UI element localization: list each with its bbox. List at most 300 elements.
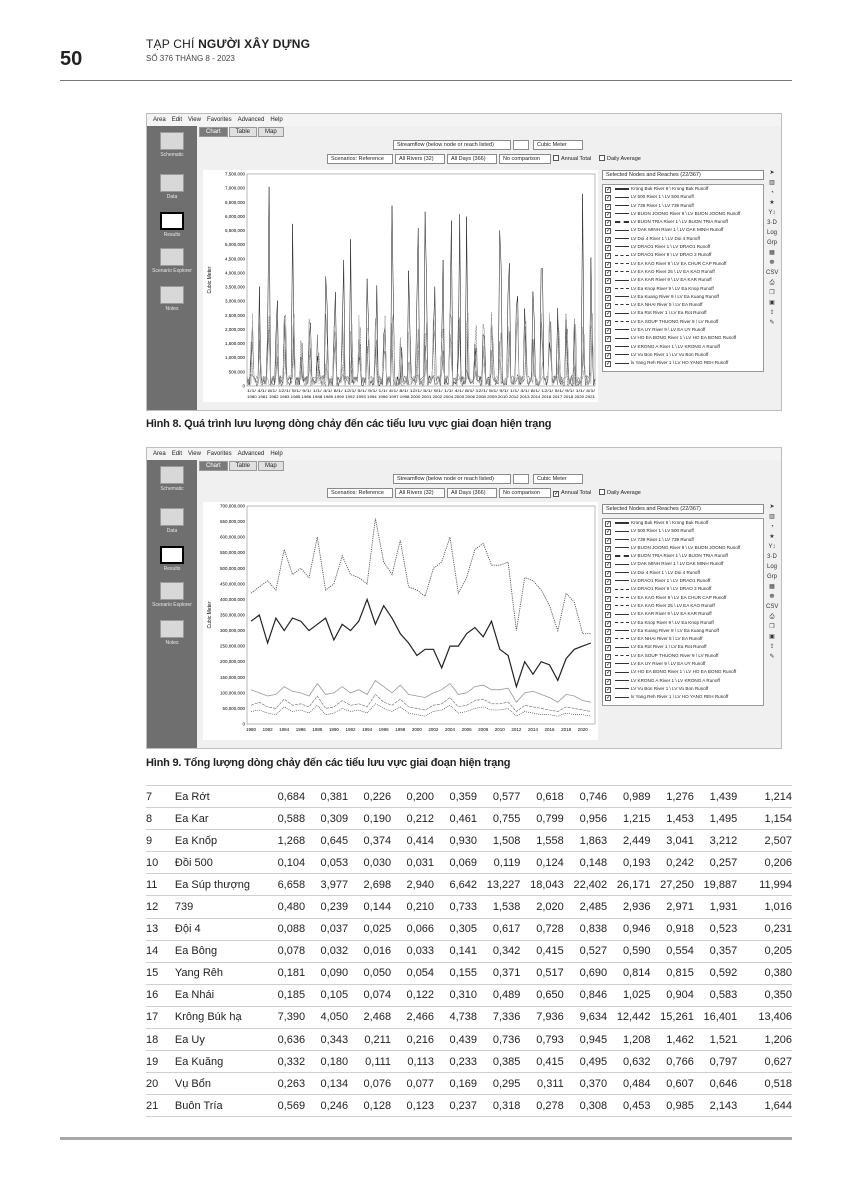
unit-select[interactable]: Cubic Meter (533, 140, 583, 150)
y-tick-label: 300,000,000 (219, 628, 245, 634)
value-cell: 0,645 (305, 830, 348, 852)
legend-checkbox[interactable] (605, 212, 611, 218)
3d-icon[interactable]: 3·D (767, 554, 777, 560)
value-cell: 0,076 (348, 1073, 391, 1095)
sidebar-item-notes[interactable] (151, 286, 193, 312)
basin-name: Đồi 500 (175, 852, 262, 874)
legend-checkbox[interactable] (605, 538, 611, 544)
value-cell: 0,632 (607, 1051, 650, 1073)
legend-item[interactable] (603, 627, 763, 635)
legend-label: LV Doi 4 River 1 \ LV Doi 4 Runoff (631, 235, 700, 241)
csv-icon[interactable]: CSV (766, 270, 779, 276)
scenario-select[interactable]: Scenarios: Reference (327, 154, 393, 164)
y-axis-label: Cubic Meter (207, 266, 213, 294)
legend-item[interactable] (603, 552, 763, 560)
value-cell: 2,485 (564, 896, 607, 918)
legend-checkbox[interactable] (605, 587, 611, 593)
row-number: 9 (146, 830, 175, 852)
wrench-icon[interactable]: ✎ (769, 320, 775, 326)
legend-swatch (615, 255, 629, 256)
legend-item[interactable] (603, 318, 763, 326)
legend-item[interactable] (603, 569, 763, 577)
legend-checkbox[interactable] (605, 529, 611, 535)
rivers-select[interactable]: All Rivers (32) (395, 488, 445, 498)
menu-item-advanced[interactable]: Advanced (237, 117, 265, 123)
variable-select[interactable]: Streamflow (below node or reach listed) (393, 474, 511, 484)
sidebar-item-schematic[interactable] (151, 132, 193, 158)
sidebar-item-notes[interactable] (151, 620, 193, 646)
legend-item[interactable] (603, 251, 763, 259)
legend-item[interactable] (603, 326, 763, 334)
zoom-icon[interactable]: ☸ (769, 594, 775, 600)
legend-item[interactable] (603, 185, 763, 193)
csv-icon[interactable]: CSV (766, 604, 779, 610)
x-tick-label: 1982 (262, 727, 273, 732)
legend-checkbox[interactable] (605, 571, 611, 577)
basin-name: Ea Rớt (175, 786, 262, 808)
value-cell: 0,074 (348, 984, 391, 1006)
legend-item[interactable] (603, 602, 763, 610)
legend-list-2 (602, 518, 764, 706)
comparison-select[interactable]: No comparison (499, 488, 551, 498)
legend-checkbox[interactable] (605, 204, 611, 210)
save-icon[interactable]: ▣ (769, 634, 775, 640)
sidebar-label: Results (163, 232, 181, 238)
legend-swatch (615, 531, 629, 532)
legend-label: LV Ea Knop River 9 \ LV Ea Knop Runoff (631, 285, 714, 291)
legend-label: LV Ea Knop River 9 \ LV Ea Knop Runoff (631, 619, 714, 625)
pie-icon[interactable]: ◔ (770, 524, 774, 530)
value-cell: 0,030 (348, 852, 391, 874)
subvariable-select[interactable] (513, 474, 529, 484)
pointer-icon[interactable]: ➤ (769, 504, 775, 510)
annual-total-toggle[interactable] (553, 488, 591, 498)
table-row (146, 1029, 792, 1051)
subvariable-select[interactable] (513, 140, 529, 150)
legend-checkbox[interactable] (605, 295, 611, 301)
row-number: 16 (146, 984, 175, 1006)
selected-nodes-select[interactable]: Selected Nodes and Reaches (22/367) (602, 504, 764, 514)
log-icon[interactable]: Log (766, 230, 777, 236)
legend-swatch (615, 555, 629, 557)
legend-item[interactable] (603, 643, 763, 651)
legend-label: LV EA KAO River 9 \ LV EA CHUR CAP Runoff (631, 594, 727, 600)
legend-label: LV Doi 4 River 1 \ LV Doi 4 Runoff (631, 569, 700, 575)
legend-checkbox[interactable] (605, 237, 611, 243)
y-tick-label: 150,000,000 (219, 674, 245, 680)
legend-checkbox[interactable] (605, 336, 611, 342)
sidebar-label: Results (163, 566, 181, 572)
star-icon[interactable]: ★ (769, 534, 775, 540)
value-cell: 0,226 (348, 786, 391, 808)
value-cell: 0,305 (434, 918, 477, 940)
legend-item[interactable] (603, 677, 763, 685)
legend-item[interactable] (603, 210, 763, 218)
legend-checkbox[interactable] (605, 554, 611, 560)
legend-checkbox[interactable] (605, 637, 611, 643)
tab-chart[interactable]: Chart (199, 461, 228, 471)
wrench-icon[interactable]: ✎ (769, 654, 775, 660)
selected-nodes-select[interactable]: Selected Nodes and Reaches (22/367) (602, 170, 764, 180)
legend-checkbox[interactable] (605, 670, 611, 676)
schematic-icon (160, 466, 184, 484)
legend-swatch (615, 188, 629, 190)
legend-swatch (615, 547, 629, 548)
yx-icon[interactable]: Y↕ (768, 210, 776, 216)
legend-checkbox[interactable] (605, 270, 611, 276)
plot-frame (247, 506, 595, 724)
legend-label: LV 500 River 1 \ LV 500 Runoff (631, 528, 694, 534)
legend-checkbox[interactable] (605, 579, 611, 585)
legend-item[interactable] (603, 577, 763, 585)
bar-chart-icon[interactable]: ▥ (769, 514, 775, 520)
value-cell: 0,766 (650, 1051, 693, 1073)
legend-item[interactable] (603, 276, 763, 284)
journal-prefix: TẠP CHÍ (146, 37, 199, 51)
legend-item[interactable] (603, 519, 763, 527)
print-icon[interactable]: ⎙ (769, 614, 775, 620)
figure9-caption: Hình 9. Tổng lượng dòng chảy đến các tiểu lưu vực giai đoạn hiện trạng (146, 757, 511, 769)
zoom-icon[interactable]: ☸ (769, 260, 775, 266)
export-icon[interactable]: ⇪ (769, 644, 775, 650)
tab-map[interactable]: Map (258, 461, 284, 471)
variable-select[interactable]: Streamflow (below node or reach listed) (393, 140, 511, 150)
row-number: 13 (146, 918, 175, 940)
legend-item[interactable] (603, 243, 763, 251)
row-number: 21 (146, 1095, 175, 1117)
menu-item-edit[interactable]: Edit (171, 117, 183, 123)
value-cell: 0,104 (262, 852, 305, 874)
sidebar-item-data[interactable] (151, 508, 193, 534)
value-cell: 0,374 (348, 830, 391, 852)
y-tick-label: 1,500,000 (224, 341, 245, 347)
legend-checkbox[interactable] (605, 353, 611, 359)
legend-item[interactable] (603, 660, 763, 668)
daily-average-toggle[interactable] (599, 488, 641, 498)
daily-average-checkbox[interactable] (599, 155, 605, 161)
value-cell: 0,181 (262, 962, 305, 984)
days-select[interactable]: All Days (366) (447, 154, 497, 164)
value-cell: 1,558 (520, 830, 563, 852)
table-row (146, 852, 792, 874)
star-icon[interactable]: ★ (769, 200, 775, 206)
value-cell: 19,887 (694, 874, 737, 896)
value-cell: 1,521 (694, 1029, 737, 1051)
annual-total-checkbox[interactable] (553, 155, 559, 161)
legend-checkbox[interactable] (605, 695, 611, 701)
value-cell: 0,148 (564, 852, 607, 874)
legend-checkbox[interactable] (605, 253, 611, 259)
legend-swatch (615, 221, 629, 223)
save-icon[interactable]: ▣ (769, 300, 775, 306)
value-cell: 0,237 (434, 1095, 477, 1117)
tab-table[interactable]: Table (229, 127, 257, 137)
value-cell: 0,956 (564, 808, 607, 830)
legend-checkbox[interactable] (605, 629, 611, 635)
log-icon[interactable]: Log (766, 564, 777, 570)
legend-checkbox[interactable] (605, 662, 611, 668)
annual-total-toggle[interactable] (553, 154, 591, 164)
legend-item[interactable] (603, 544, 763, 552)
scenario-select[interactable]: Scenarios: Reference (327, 488, 393, 498)
menu-item-favorites[interactable]: Favorites (206, 117, 232, 123)
legend-checkbox[interactable] (605, 287, 611, 293)
print-icon[interactable]: ⎙ (769, 280, 775, 286)
tab-table[interactable]: Table (229, 461, 257, 471)
value-cell: 0,088 (262, 918, 305, 940)
legend-checkbox[interactable] (605, 262, 611, 268)
value-cell: 0,527 (564, 940, 607, 962)
legend-item[interactable] (603, 260, 763, 268)
sidebar-item-results[interactable] (151, 546, 193, 572)
value-cell: 0,155 (434, 962, 477, 984)
legend-item[interactable] (603, 527, 763, 535)
basin-name: Buôn Tría (175, 1095, 262, 1117)
legend-item[interactable] (603, 301, 763, 309)
tab-map[interactable]: Map (258, 127, 284, 137)
legend-label: LV HO EA BONG River 1 \ LV HO EA BONG Runoff (631, 335, 737, 341)
x-tick-label: 1980 (245, 727, 257, 732)
pie-icon[interactable]: ◔ (770, 190, 774, 196)
legend-swatch (615, 205, 629, 206)
legend-checkbox[interactable] (605, 562, 611, 568)
value-cell: 2,971 (650, 896, 693, 918)
menu-item-help[interactable]: Help (270, 117, 283, 123)
bar-chart-icon[interactable]: ▥ (769, 180, 775, 186)
legend-checkbox[interactable] (605, 596, 611, 602)
value-cell: 0,588 (262, 808, 305, 830)
value-cell: 3,977 (305, 874, 348, 896)
x-tick-label: 1994 (362, 727, 373, 732)
value-cell: 0,523 (694, 918, 737, 940)
basin-name: Ea Kar (175, 808, 262, 830)
daily-average-checkbox[interactable] (599, 489, 605, 495)
value-cell: 0,793 (520, 1029, 563, 1051)
value-cell: 0,517 (520, 962, 563, 984)
legend-item[interactable] (603, 193, 763, 201)
legend-item[interactable] (603, 585, 763, 593)
y-tick-label: 4,500,000 (224, 256, 245, 262)
sidebar-item-data[interactable] (151, 174, 193, 200)
value-cell: 1,439 (694, 786, 737, 808)
value-cell: 0,636 (262, 1029, 305, 1051)
row-number: 12 (146, 896, 175, 918)
3d-icon[interactable]: 3·D (767, 220, 777, 226)
sidebar-item-scenario-explorer[interactable] (151, 248, 193, 274)
legend-checkbox[interactable] (605, 328, 611, 334)
value-cell: 0,124 (520, 852, 563, 874)
legend-label: LV Ea Rot River 1 \ LV Ea Rot Runoff (631, 644, 707, 650)
value-cell: 0,242 (650, 852, 693, 874)
value-cell: 0,618 (520, 786, 563, 808)
legend-checkbox[interactable] (605, 687, 611, 693)
yx-icon[interactable]: Y↕ (768, 544, 776, 550)
value-cell: 0,263 (262, 1073, 305, 1095)
legend-label: LV 739 River 1 \ LV 739 Runoff (631, 536, 694, 542)
menu-item-edit[interactable]: Edit (171, 451, 183, 457)
value-cell: 0,105 (305, 984, 348, 1006)
value-cell: 0,583 (694, 984, 737, 1006)
value-cell: 1,208 (607, 1029, 650, 1051)
rivers-select[interactable]: All Rivers (32) (395, 154, 445, 164)
sidebar-label: Schematic (160, 486, 184, 492)
pointer-icon[interactable]: ➤ (769, 170, 775, 176)
legend-checkbox[interactable] (605, 220, 611, 226)
legend-checkbox[interactable] (605, 311, 611, 317)
y-tick-label: 350,000,000 (219, 612, 245, 618)
legend-item[interactable] (603, 536, 763, 544)
sidebar-item-schematic[interactable] (151, 466, 193, 492)
value-cell: 0,904 (650, 984, 693, 1006)
legend-label: Krong Buk River 9 \ Krong Buk Runoff (631, 186, 709, 191)
legend-item[interactable] (603, 560, 763, 568)
x-tick-label: 1986 (295, 727, 306, 732)
days-select[interactable]: All Days (366) (447, 488, 497, 498)
chart-toolbar-2 (766, 502, 778, 662)
value-cell: 2,936 (607, 896, 650, 918)
value-cell: 1,276 (650, 786, 693, 808)
legend-checkbox[interactable] (605, 245, 611, 251)
legend-item[interactable] (603, 685, 763, 693)
legend-label: LV EA UY River 9 \ LV EA UY Runoff (631, 327, 706, 333)
legend-item[interactable] (603, 202, 763, 210)
menu-item-advanced[interactable]: Advanced (237, 451, 265, 457)
menu-item-view[interactable]: View (188, 451, 201, 457)
value-cell: 0,239 (305, 896, 348, 918)
value-cell: 0,180 (305, 1051, 348, 1073)
value-cell: 1,462 (650, 1029, 693, 1051)
legend-item[interactable] (603, 635, 763, 643)
legend-checkbox[interactable] (605, 187, 611, 193)
legend-item[interactable] (603, 594, 763, 602)
table-icon[interactable]: ▦ (769, 250, 775, 256)
legend-checkbox[interactable] (605, 320, 611, 326)
legend-item[interactable] (603, 268, 763, 276)
legend-checkbox[interactable] (605, 654, 611, 660)
y-tick-label: 2,500,000 (224, 312, 245, 318)
copy-icon[interactable]: ❐ (769, 290, 775, 296)
menu-item-area[interactable]: Area (153, 451, 166, 457)
menu-item-area[interactable]: Area (153, 117, 166, 123)
legend-swatch (615, 638, 629, 639)
legend-swatch (615, 663, 629, 664)
legend-swatch (615, 680, 629, 681)
menu-item-help[interactable]: Help (270, 451, 283, 457)
legend-item[interactable] (603, 693, 763, 701)
legend-item[interactable] (603, 334, 763, 342)
legend-checkbox[interactable] (605, 303, 611, 309)
value-cell: 0,054 (391, 962, 434, 984)
legend-checkbox[interactable] (605, 604, 611, 610)
value-cell: 0,480 (262, 896, 305, 918)
grid-icon[interactable]: Grp (766, 574, 777, 580)
legend-label: LV 739 River 1 \ LV 739 Runoff (631, 202, 694, 208)
legend-item[interactable] (603, 293, 763, 301)
legend-checkbox[interactable] (605, 645, 611, 651)
runoff-table (146, 785, 792, 1117)
legend-swatch (615, 605, 629, 606)
legend-checkbox[interactable] (605, 278, 611, 284)
daily-average-label: Daily Average (607, 156, 641, 162)
row-number: 14 (146, 940, 175, 962)
legend-checkbox[interactable] (605, 345, 611, 351)
basin-name: Yang Rêh (175, 962, 262, 984)
copy-icon[interactable]: ❐ (769, 624, 775, 630)
sidebar-item-results[interactable] (151, 212, 193, 238)
table-row (146, 1006, 792, 1028)
legend-checkbox[interactable] (605, 361, 611, 367)
legend-item[interactable] (603, 351, 763, 359)
legend-item[interactable] (603, 309, 763, 317)
menu-item-favorites[interactable]: Favorites (206, 451, 232, 457)
annual-total-checkbox[interactable] (553, 491, 559, 497)
export-icon[interactable]: ⇪ (769, 310, 775, 316)
legend-swatch (615, 246, 629, 247)
value-cell: 0,415 (520, 1051, 563, 1073)
menu-item-view[interactable]: View (188, 117, 201, 123)
y-tick-label: 1,000,000 (224, 355, 245, 361)
legend-item[interactable] (603, 226, 763, 234)
y-axis-label: Cubic Meter (207, 601, 213, 629)
value-cell: 13,227 (477, 874, 520, 896)
legend-checkbox[interactable] (605, 621, 611, 627)
figure8-caption: Hình 8. Quá trình lưu lượng dòng chảy đến các tiểu lưu vực giai đoạn hiện trạng (146, 418, 552, 430)
legend-item[interactable] (603, 218, 763, 226)
legend-swatch (615, 321, 629, 322)
legend-item[interactable] (603, 610, 763, 618)
grid-icon[interactable]: Grp (766, 240, 777, 246)
legend-label: LV Ea Rot River 1 \ LV Ea Rot Runoff (631, 310, 707, 316)
legend-label: LV BUON TRIA River 1 \ LV BUON TRIA Runoff (631, 553, 728, 559)
value-cell: 0,733 (434, 896, 477, 918)
value-cell: 11,994 (737, 874, 792, 896)
value-cell: 0,078 (262, 940, 305, 962)
chart-area-1 (203, 170, 598, 402)
legend-item[interactable] (603, 652, 763, 660)
legend-checkbox[interactable] (605, 546, 611, 552)
table-icon[interactable]: ▦ (769, 584, 775, 590)
legend-checkbox[interactable] (605, 228, 611, 234)
sidebar-item-scenario-explorer[interactable] (151, 582, 193, 608)
legend-checkbox[interactable] (605, 195, 611, 201)
value-cell: 0,439 (434, 1029, 477, 1051)
legend-checkbox[interactable] (605, 612, 611, 618)
value-cell: 0,200 (391, 786, 434, 808)
tab-chart[interactable]: Chart (199, 127, 228, 137)
legend-item[interactable] (603, 343, 763, 351)
legend-item[interactable] (603, 285, 763, 293)
legend-checkbox[interactable] (605, 679, 611, 685)
value-cell: 0,569 (262, 1095, 305, 1117)
daily-average-toggle[interactable] (599, 154, 641, 164)
value-cell: 0,989 (607, 786, 650, 808)
legend-item[interactable] (603, 668, 763, 676)
sidebar (147, 126, 197, 410)
legend-item[interactable] (603, 619, 763, 627)
comparison-select[interactable]: No comparison (499, 154, 551, 164)
legend-checkbox[interactable] (605, 521, 611, 527)
unit-select[interactable]: Cubic Meter (533, 474, 583, 484)
legend-label: LV BUON TRIA River 1 \ LV BUON TRIA Runoff (631, 219, 728, 225)
value-cell: 0,489 (477, 984, 520, 1006)
x-tick-labels-top: 1/1/ 4/1/ 8/1/ 12/1/ 5/1/ 9/1/ 1/1/ 4/1/ 8/1/ 12/1/ 5/1/ 9/1/ 1/1/ 4/1/ 8/1/ 12/1/ 5/1/ 9/1/ 1/1/ 4/1/ 8/1/ 12/1/ 5/1/ 9/1/ 1/1/ 4/1/ 8/1/ 12/1/ 5/1/ 9/1/ 1/1/ 4/1/ (247, 389, 595, 393)
table-row (146, 984, 792, 1006)
legend-swatch (615, 288, 629, 289)
y-tick-label: 0 (242, 721, 245, 727)
legend-item[interactable] (603, 235, 763, 243)
sidebar-label: Scenario Explorer (152, 602, 192, 608)
legend-item[interactable] (603, 359, 763, 367)
